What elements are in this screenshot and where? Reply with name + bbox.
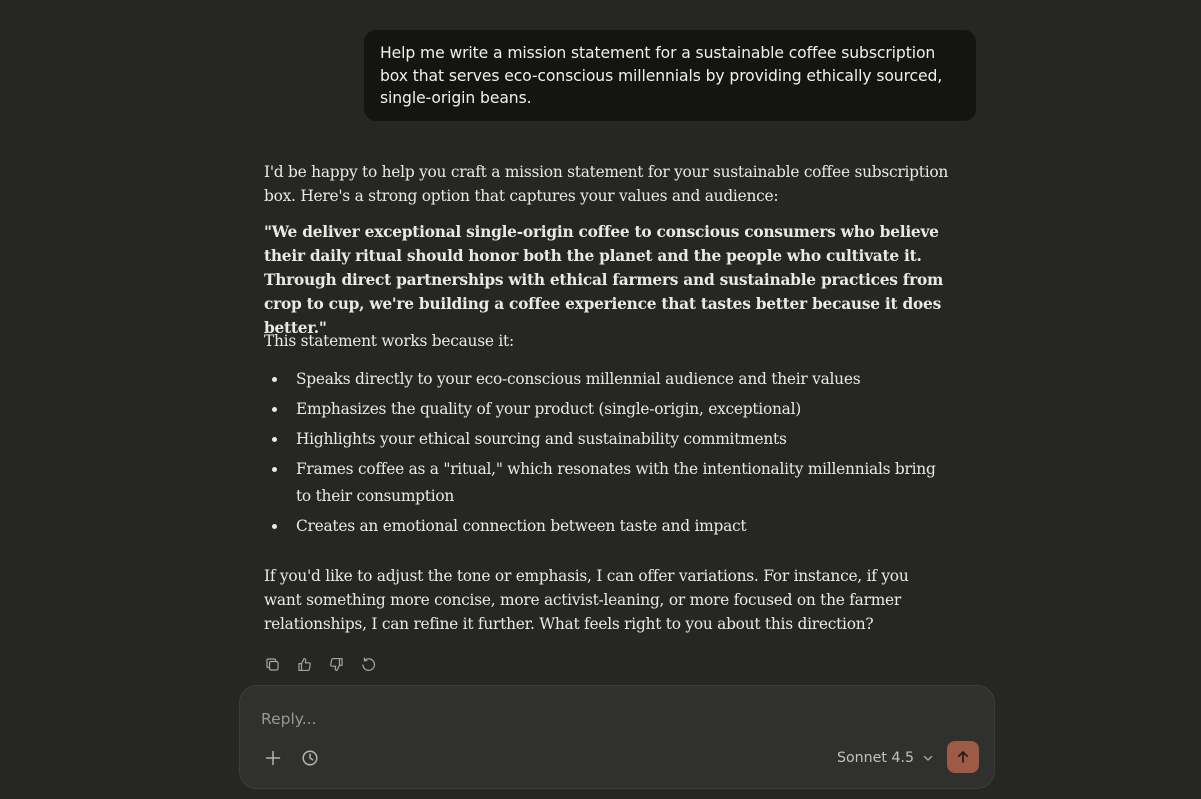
user-message-bubble (364, 30, 976, 121)
bullet-icon (272, 407, 277, 412)
chevron-down-icon (922, 752, 934, 764)
thumbs-up-icon (296, 656, 313, 673)
list-item-text: Frames coffee as a "ritual," which resonates with the intentionality millennials bring to their consumption (296, 460, 936, 505)
bullet-icon (272, 437, 277, 442)
message-actions (262, 654, 378, 674)
list-item-text: Highlights your ethical sourcing and sustainability commitments (296, 430, 787, 448)
response-intro: I'd be happy to help you craft a mission statement for your sustainable coffee subscription box. Here's a strong option that captures your values and audience: (264, 163, 949, 205)
reply-input[interactable] (261, 706, 941, 732)
thumbs-up-button[interactable] (294, 654, 314, 674)
response-outro: If you'd like to adjust the tone or emphasis, I can offer variations. For instance, if you want something more concise, more activist-leaning, or more focused on the farmer relationships, I can refine it further. What feels right to you about this direction? (264, 567, 909, 633)
history-button[interactable] (297, 745, 323, 771)
list-item (264, 366, 950, 393)
list-item (264, 426, 950, 453)
list-item-text: Speaks directly to your eco-conscious millennial audience and their values (296, 370, 861, 388)
clock-icon (301, 749, 319, 767)
reasons-list (264, 366, 950, 543)
thumbs-down-button[interactable] (326, 654, 346, 674)
list-item (264, 513, 950, 540)
thumbs-down-icon (328, 656, 345, 673)
add-attachment-button[interactable] (260, 745, 286, 771)
bullet-icon (272, 377, 277, 382)
send-button[interactable] (947, 741, 979, 773)
response-works-lead: This statement works because it: (264, 332, 514, 350)
retry-button[interactable] (358, 654, 378, 674)
plus-icon (264, 749, 282, 767)
copy-button[interactable] (262, 654, 282, 674)
model-selector[interactable] (837, 746, 934, 770)
list-item (264, 456, 950, 510)
reply-composer (239, 685, 995, 789)
retry-icon (360, 656, 377, 673)
list-item-text: Creates an emotional connection between taste and impact (296, 517, 747, 535)
mission-statement-quote: "We deliver exceptional single-origin coffee to conscious consumers who believe their daily ritual should honor both the planet and the people who cultivate it. Through direct partnerships with ethical farmers and sustainable practices from crop to cup, we're building a coffee experience that tastes better because it does better." (264, 223, 944, 337)
arrow-up-icon (955, 749, 971, 765)
model-label: Sonnet 4.5 (837, 750, 915, 766)
copy-icon (264, 656, 281, 673)
list-item (264, 396, 950, 423)
bullet-icon (272, 524, 277, 529)
user-message-text: Help me write a mission statement for a sustainable coffee subscription box that serves eco-conscious millennials by providing ethically sourced, single-origin beans. (380, 44, 943, 107)
bullet-icon (272, 467, 277, 472)
list-item-text: Emphasizes the quality of your product (single-origin, exceptional) (296, 400, 802, 418)
